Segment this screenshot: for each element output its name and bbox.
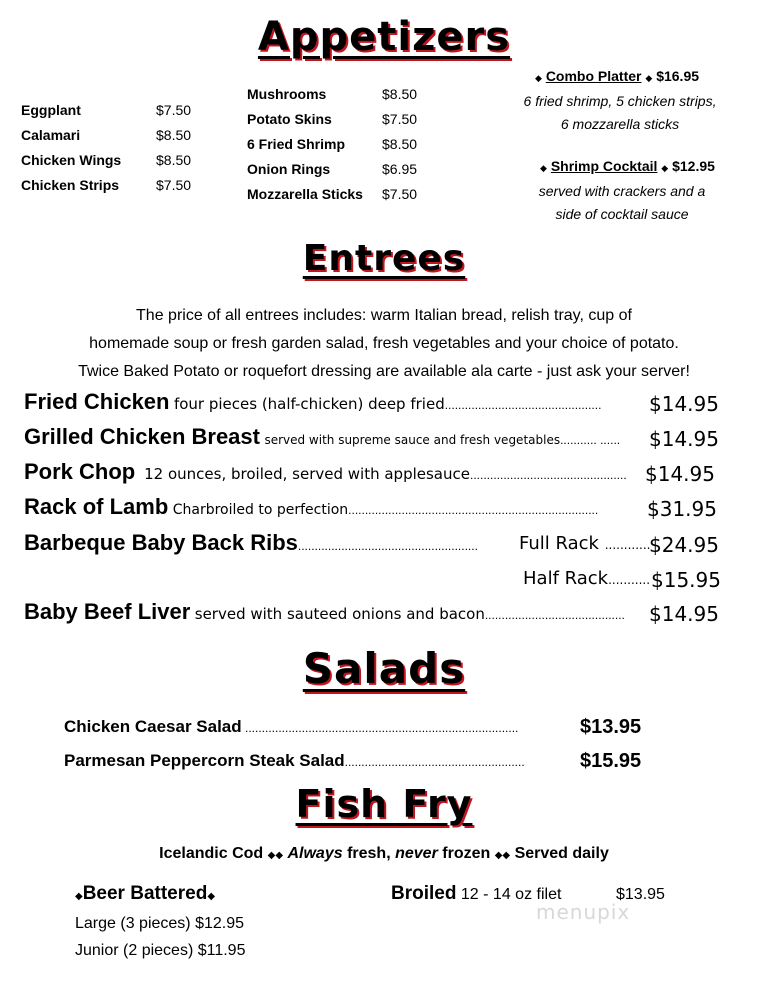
entree-price: $14.95 [645, 462, 715, 486]
beer-battered-junior: Junior (2 pieces) $11.95 [75, 942, 246, 959]
diamond-icon: ◆ [207, 891, 216, 902]
appetizers-heading: Appetizers [257, 14, 511, 60]
salads-heading: Salads [302, 644, 466, 693]
entree-price: $14.95 [649, 392, 719, 416]
diamond-icon: ◆ [75, 891, 83, 902]
entree-item-ribs: Barbeque Baby Back Ribs...................................................... [24, 530, 478, 555]
entree-item: Pork Chop 12 ounces, broiled, served with applesauce............................................... [24, 459, 627, 484]
shrimp-cocktail-desc: side of cocktail sauce [555, 206, 689, 222]
diamond-icon: ◆ [540, 163, 547, 173]
entree-item: Fried Chicken four pieces (half-chicken) deep fried............................................... [24, 389, 602, 414]
entree-price: $31.95 [647, 497, 717, 521]
entrees-intro [0, 302, 768, 386]
menupix-watermark: menupix [536, 900, 631, 924]
ribs-half-rack: Half Rack........... [523, 568, 651, 589]
entree-price: $14.95 [649, 602, 719, 626]
diamond-icon: ◆◆ [494, 850, 511, 861]
shrimp-cocktail-desc: served with crackers and a [538, 183, 706, 199]
combo-platter-desc: 6 mozzarella sticks [560, 116, 680, 132]
salad-price: $15.95 [580, 750, 642, 772]
entrees-heading: Entrees [302, 238, 466, 279]
combo-platter-title: ◆ Combo Platter ◆ $16.95 [535, 68, 700, 84]
fish-fry-heading: Fish Fry [295, 782, 473, 826]
entree-price: $14.95 [649, 427, 719, 451]
diamond-icon: ◆ [661, 163, 669, 173]
ribs-full-rack: Full Rack ............ [519, 533, 651, 554]
salad-price: $13.95 [580, 716, 642, 738]
entree-price: $15.95 [651, 568, 721, 592]
intro-line: The price of all entrees includes: warm Italian bread, relish tray, cup of [136, 307, 632, 324]
fish-fry-tagline: Icelandic Cod ◆◆ Always fresh, never frozen ◆◆ Served daily [159, 845, 609, 862]
combo-platter-desc: 6 fried shrimp, 5 chicken strips, [523, 93, 717, 109]
broiled-item: Broiled 12 - 14 oz filet [391, 883, 562, 904]
broiled-price: $13.95 [616, 886, 665, 903]
entree-item: Grilled Chicken Breast served with supreme sauce and fresh vegetables........... ...... [24, 424, 621, 449]
entree-item: Baby Beef Liver served with sauteed onions and bacon.......................................... [24, 599, 625, 624]
salad-item: Parmesan Peppercorn Steak Salad...................................................... [64, 751, 525, 770]
salad-item: Chicken Caesar Salad .................................................................................. [64, 717, 519, 736]
beer-battered-large: Large (3 pieces) $12.95 [75, 915, 244, 932]
intro-line: homemade soup or fresh garden salad, fresh vegetables and your choice of potato. [89, 335, 679, 352]
diamond-icon: ◆◆ [267, 850, 284, 861]
diamond-icon: ◆ [535, 73, 542, 83]
intro-line: Twice Baked Potato or roquefort dressing are available ala carte - just ask your server! [78, 363, 690, 380]
beer-battered-title: ◆Beer Battered◆ [75, 883, 216, 904]
diamond-icon: ◆ [645, 73, 653, 83]
shrimp-cocktail-title: ◆ Shrimp Cocktail ◆ $12.95 [540, 158, 715, 174]
entree-price: $24.95 [649, 533, 719, 557]
entree-item: Rack of Lamb Charbroiled to perfection........................................................................... [24, 494, 599, 519]
